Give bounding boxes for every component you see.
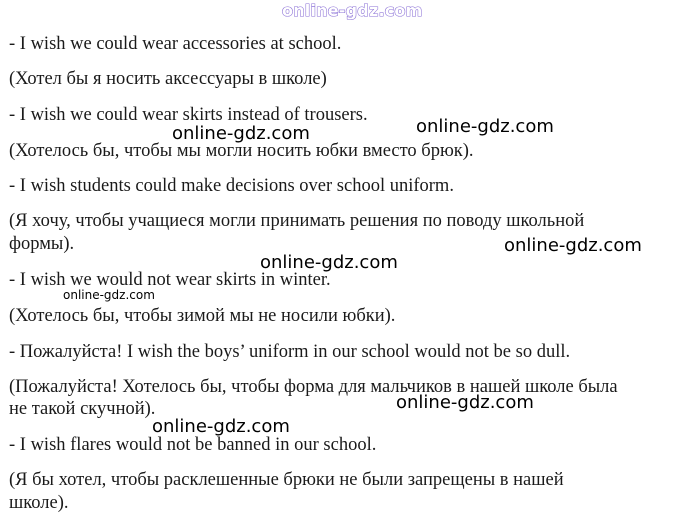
watermark-7: online-gdz.com [152, 416, 290, 437]
watermark-2: online-gdz.com [416, 116, 554, 137]
watermark-5: online-gdz.com [63, 288, 155, 302]
text-line-3: - I wish we could wear skirts instead of trousers. [9, 105, 368, 125]
header-watermark: online-gdz.com [282, 1, 423, 20]
text-line-6: (Я хочу, чтобы учащиеся могли принимать решения по поводу школьной [9, 211, 585, 231]
text-line-7: формы). [9, 234, 75, 254]
watermark-1: online-gdz.com [172, 123, 310, 144]
text-line-12: не такой скучной). [9, 399, 156, 419]
text-line-11: (Пожалуйста! Хотелось бы, чтобы форма для мальчиков в нашей школе была [9, 377, 618, 397]
text-line-1: - I wish we could wear accessories at school. [9, 34, 342, 54]
watermark-6: online-gdz.com [396, 392, 534, 413]
text-line-10: - Пожалуйста! I wish the boys’ uniform in our school would not be so dull. [9, 342, 571, 362]
text-line-9: (Хотелось бы, чтобы зимой мы не носили юбки). [9, 306, 396, 326]
text-line-2: (Хотел бы я носить аксессуары в школе) [9, 69, 327, 89]
text-line-4: (Хотелось бы, чтобы мы могли носить юбки вместо брюк). [9, 141, 474, 161]
text-line-14: (Я бы хотел, чтобы расклешенные брюки не были запрещены в нашей [9, 470, 564, 490]
text-line-8: - I wish we would not wear skirts in winter. [9, 270, 331, 290]
text-line-5: - I wish students could make decisions over school uniform. [9, 176, 454, 196]
text-line-13: - I wish flares would not be banned in our school. [9, 435, 377, 455]
text-line-15: школе). [9, 493, 69, 513]
watermark-3: online-gdz.com [504, 235, 642, 256]
watermark-4: online-gdz.com [260, 252, 398, 273]
